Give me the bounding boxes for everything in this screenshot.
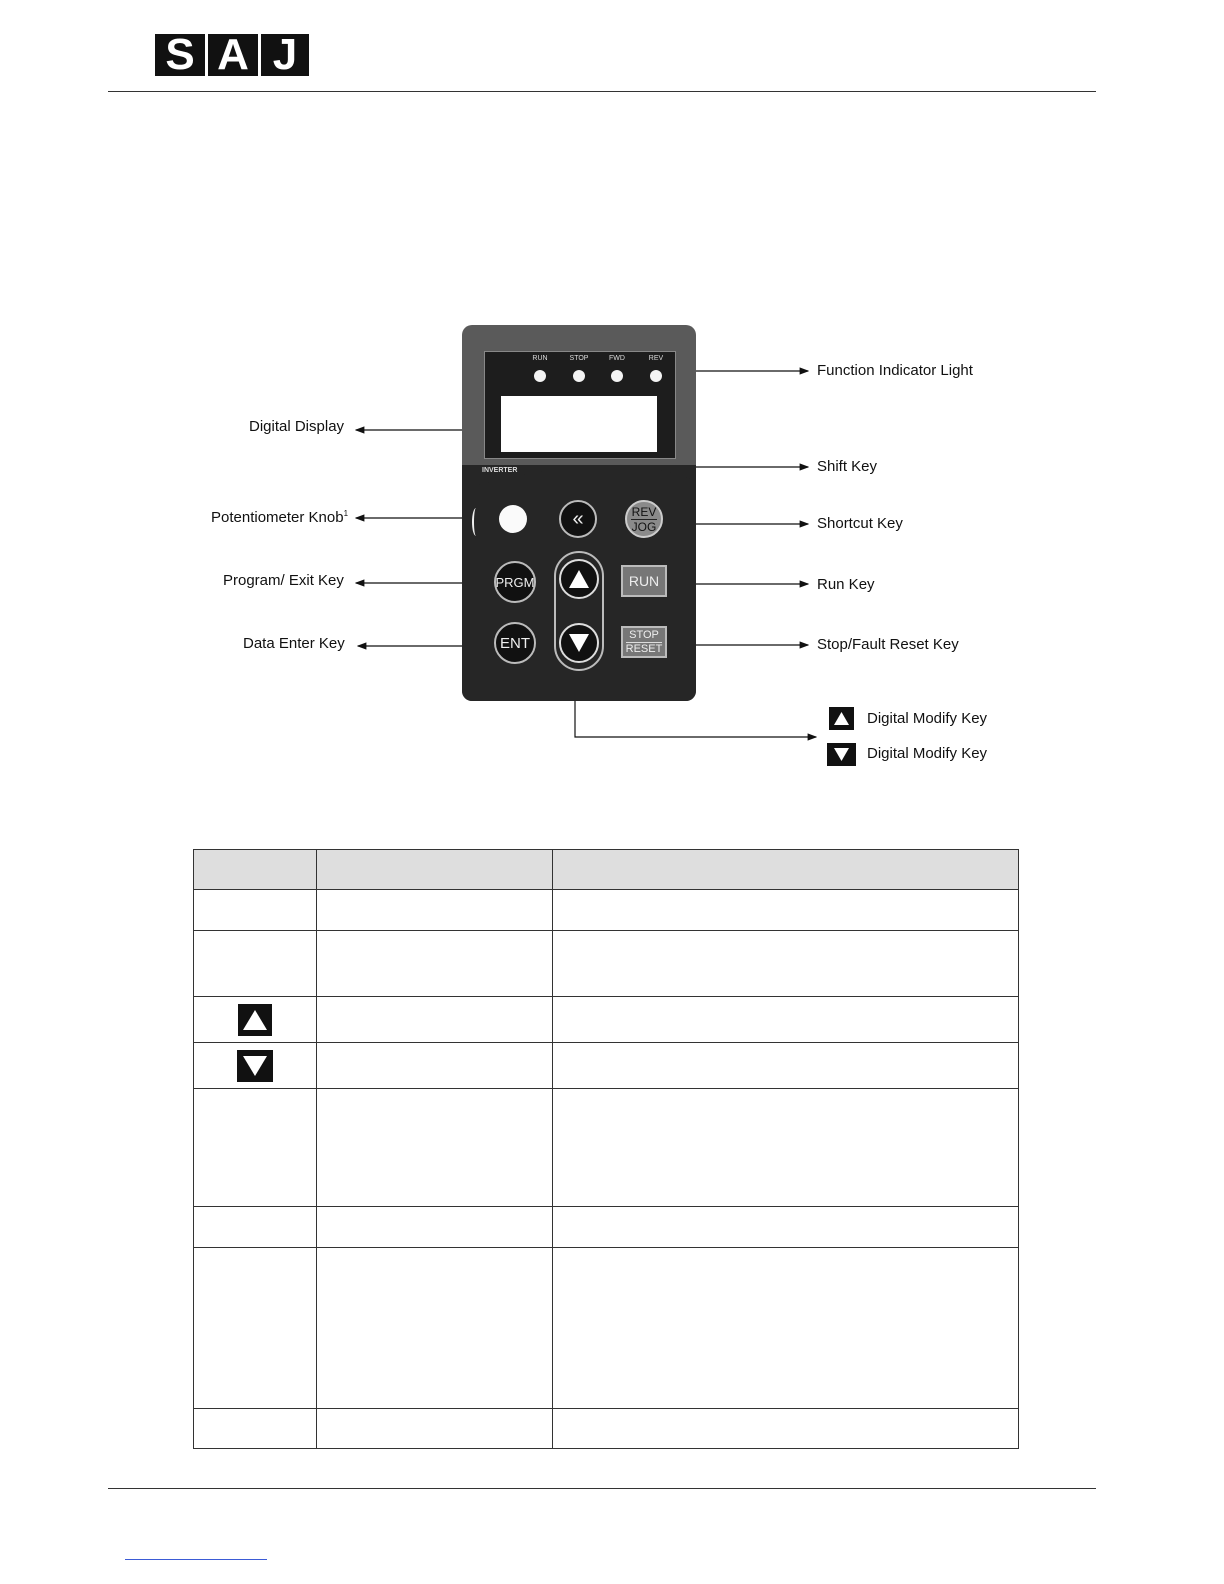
- prgm-key[interactable]: PRGM: [494, 561, 536, 603]
- fwd-indicator-light: [611, 370, 623, 382]
- table-cell: [553, 1409, 1019, 1449]
- inverter-label: INVERTER: [482, 467, 518, 474]
- table-row: [194, 997, 1019, 1043]
- logo-letter: S: [155, 34, 205, 76]
- table-row: [194, 931, 1019, 997]
- key-function-table: [193, 849, 1019, 1449]
- table-cell: [317, 890, 553, 931]
- table-cell: [194, 1043, 317, 1089]
- knob-scale-mark: [472, 508, 480, 536]
- table-row: [194, 1043, 1019, 1089]
- shortcut-key-label: Shortcut Key: [817, 515, 903, 532]
- table-row: [194, 890, 1019, 931]
- table-cell: [194, 1409, 317, 1449]
- footnote-marker: 1: [343, 509, 349, 518]
- stop-reset-key-label: Stop/Fault Reset Key: [817, 636, 959, 653]
- stop-label: STOP: [629, 628, 659, 641]
- data-enter-key-label: Data Enter Key: [243, 635, 345, 652]
- table-row: [194, 1207, 1019, 1248]
- table-cell: [317, 1043, 553, 1089]
- logo-letter: A: [208, 34, 258, 76]
- table-cell: [194, 1248, 317, 1409]
- footer-link-underline[interactable]: [125, 1559, 267, 1560]
- table-row: [194, 1409, 1019, 1449]
- table-cell: [553, 890, 1019, 931]
- ent-key[interactable]: ENT: [494, 622, 536, 664]
- table-cell: [317, 1248, 553, 1409]
- indicator-label: RUN: [532, 355, 548, 362]
- table-cell: [317, 931, 553, 997]
- digital-display: [501, 396, 657, 452]
- display-frame: [484, 351, 676, 459]
- table-cell: [553, 1043, 1019, 1089]
- indicator-label: REV: [648, 355, 664, 362]
- function-indicator-label: Function Indicator Light: [817, 362, 973, 379]
- table-cell: [194, 1089, 317, 1207]
- indicator-label: STOP: [569, 355, 589, 362]
- table-cell: [317, 997, 553, 1043]
- table-header-cell: [317, 850, 553, 890]
- logo-letter: J: [261, 34, 309, 76]
- table-cell: [194, 931, 317, 997]
- down-triangle-icon: [237, 1050, 273, 1082]
- table-cell: [553, 1248, 1019, 1409]
- table-cell: [553, 1207, 1019, 1248]
- rev-jog-key[interactable]: [625, 500, 663, 538]
- rev-label: REV: [631, 504, 657, 519]
- table-row: [194, 1248, 1019, 1409]
- down-arrow-icon: [568, 633, 590, 653]
- stop-indicator-light: [573, 370, 585, 382]
- up-triangle-icon: [829, 707, 854, 730]
- keypad-panel: [462, 325, 696, 701]
- stop-reset-key[interactable]: [621, 626, 667, 658]
- shift-key[interactable]: «: [559, 500, 597, 538]
- table-cell: [553, 997, 1019, 1043]
- table-row: [194, 1089, 1019, 1207]
- digital-modify-up-label: Digital Modify Key: [867, 710, 988, 727]
- digital-display-label: Digital Display: [249, 418, 345, 435]
- up-triangle-icon: [238, 1004, 272, 1036]
- table-header-cell: [194, 850, 317, 890]
- table-cell: [194, 1207, 317, 1248]
- table-cell: [553, 1089, 1019, 1207]
- shift-key-label: Shift Key: [817, 458, 878, 475]
- table-header-cell: [553, 850, 1019, 890]
- table-cell: [194, 890, 317, 931]
- run-key[interactable]: RUN: [621, 565, 667, 597]
- program-exit-key-label: Program/ Exit Key: [223, 572, 344, 589]
- up-arrow-icon: [568, 569, 590, 589]
- footer-rule: [108, 1488, 1096, 1489]
- potentiometer-text: Potentiometer Knob: [211, 509, 344, 526]
- down-modify-key[interactable]: [559, 623, 599, 663]
- table-cell: [317, 1409, 553, 1449]
- up-modify-key[interactable]: [559, 559, 599, 599]
- table-cell: [317, 1089, 553, 1207]
- table-cell: [553, 931, 1019, 997]
- table-cell: [317, 1207, 553, 1248]
- table-cell: [194, 997, 317, 1043]
- rev-indicator-light: [650, 370, 662, 382]
- digital-modify-down-label: Digital Modify Key: [867, 745, 988, 762]
- down-triangle-icon: [827, 743, 856, 766]
- indicator-label: FWD: [609, 355, 625, 362]
- run-indicator-light: [534, 370, 546, 382]
- reset-label: RESET: [625, 642, 663, 655]
- potentiometer-knob-label: [211, 509, 348, 526]
- run-key-label: Run Key: [817, 576, 875, 593]
- jog-label: JOG: [631, 519, 657, 534]
- table-header-row: [194, 850, 1019, 890]
- potentiometer-knob[interactable]: [499, 505, 527, 533]
